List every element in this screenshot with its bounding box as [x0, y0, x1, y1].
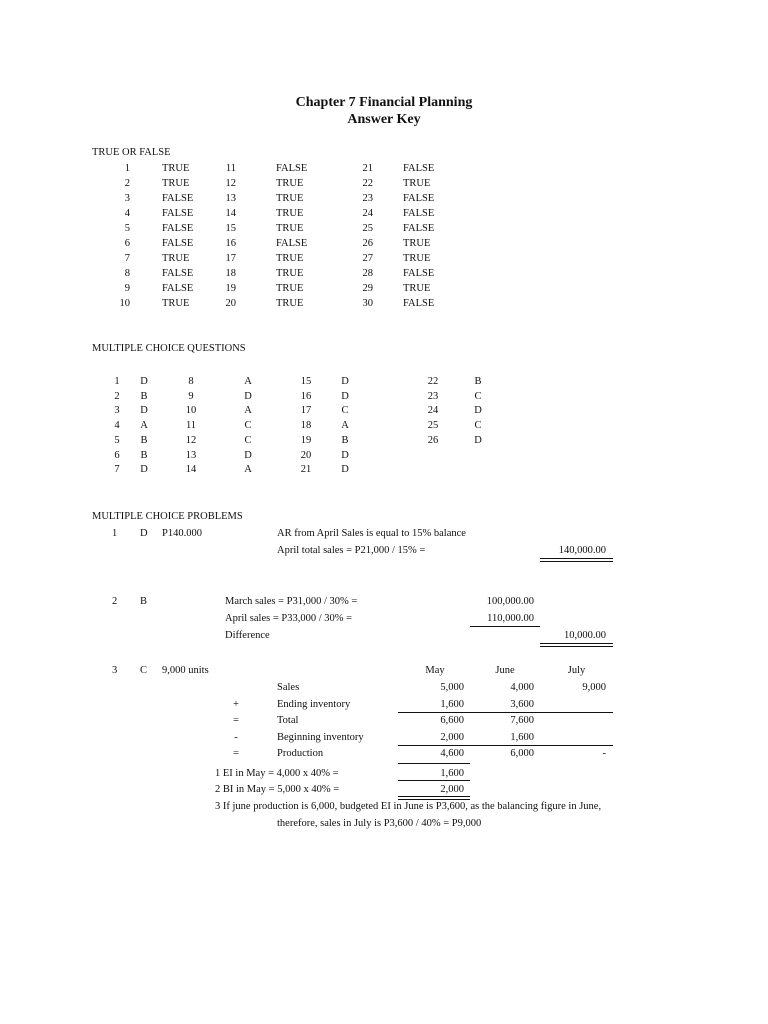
mcq-question-number: 7 — [114, 464, 120, 475]
mcq-answer: A — [244, 405, 252, 416]
row-sign: + — [233, 699, 239, 710]
problem2-answer: B — [140, 596, 148, 607]
tf-answer: TRUE — [276, 193, 304, 204]
tf-question-number: 11 — [225, 163, 236, 174]
mcq-question-number: 16 — [300, 391, 312, 402]
note1-value: 1,600 — [440, 768, 464, 779]
tf-question-number: 20 — [225, 298, 236, 309]
tf-answer: TRUE — [403, 238, 431, 249]
mcq-question-number: 21 — [300, 464, 312, 475]
problem2-number: 2 — [112, 596, 118, 607]
month-header-may: May — [425, 665, 445, 676]
mcq-answer: A — [244, 376, 252, 387]
mcq-question-number: 8 — [188, 376, 194, 387]
tf-answer: TRUE — [276, 268, 304, 279]
mcq-answer: B — [341, 435, 349, 446]
tf-answer: FALSE — [162, 268, 194, 279]
row-label: Total — [277, 715, 299, 726]
mcq-question-number: 20 — [300, 450, 312, 461]
tf-answer: FALSE — [162, 208, 194, 219]
tf-question-number: 10 — [119, 298, 130, 309]
problem3-answer: C — [140, 665, 148, 676]
tf-answer: TRUE — [276, 178, 304, 189]
tf-question-number: 26 — [362, 238, 373, 249]
mcq-heading: MULTIPLE CHOICE QUESTIONS — [92, 343, 246, 354]
tf-answer: TRUE — [276, 283, 304, 294]
tf-answer: FALSE — [276, 163, 308, 174]
problem1-result: 140,000.00 — [558, 545, 606, 556]
mcq-answer: D — [474, 435, 482, 446]
mcq-answer: D — [140, 405, 148, 416]
problem2-april-value: 110,000.00 — [487, 613, 534, 624]
row-value: 9,000 — [582, 682, 606, 693]
row-sign: = — [233, 715, 239, 726]
tf-question-number: 16 — [225, 238, 236, 249]
mcq-answer: D — [341, 391, 349, 402]
problem2-march-value: 100,000.00 — [486, 596, 534, 607]
row-value: 1,600 — [440, 699, 464, 710]
note2-label: 2 BI in May = 5,000 x 40% = — [215, 784, 340, 795]
mcq-question-number: 10 — [185, 405, 197, 416]
tf-question-number: 8 — [124, 268, 130, 279]
tf-answer: TRUE — [276, 223, 304, 234]
problem2-april-label: April sales = P33,000 / 30% = — [225, 613, 353, 624]
tf-answer: FALSE — [162, 238, 194, 249]
note1-label: 1 EI in May = 4,000 x 40% = — [215, 768, 339, 779]
problem3-number: 3 — [112, 665, 118, 676]
problem2-march-label: March sales = P31,000 / 30% = — [225, 596, 358, 607]
mcq-answer: A — [341, 420, 349, 431]
tf-question-number: 14 — [225, 208, 236, 219]
mcq-question-number: 9 — [188, 391, 194, 402]
tf-answer: FALSE — [276, 238, 308, 249]
mcq-question-number: 12 — [185, 435, 197, 446]
tf-question-number: 5 — [124, 223, 130, 234]
tf-question-number: 22 — [362, 178, 373, 189]
row-value: 6,600 — [440, 715, 464, 726]
mcq-answer: C — [244, 435, 252, 446]
tf-answer: FALSE — [162, 283, 194, 294]
mcq-answer: D — [341, 376, 349, 387]
row-label: Beginning inventory — [277, 732, 364, 743]
mcq-answer: D — [474, 405, 482, 416]
tf-answer: FALSE — [162, 193, 194, 204]
mcq-question-number: 4 — [114, 420, 120, 431]
mcq-answer: B — [140, 391, 148, 402]
month-header-july: July — [567, 665, 586, 676]
mcq-answer: D — [341, 450, 349, 461]
tf-question-number: 21 — [362, 163, 373, 174]
tf-question-number: 15 — [225, 223, 236, 234]
tf-answer: TRUE — [162, 298, 190, 309]
tf-answer: FALSE — [162, 223, 194, 234]
tf-answer: TRUE — [276, 208, 304, 219]
row-label: Production — [277, 748, 324, 759]
row-value: 6,000 — [510, 748, 534, 759]
tf-question-number: 29 — [362, 283, 373, 294]
row-value: 1,600 — [510, 732, 534, 743]
row-value: 4,600 — [440, 748, 464, 759]
mcq-answer: A — [140, 420, 148, 431]
tf-question-number: 6 — [124, 238, 130, 249]
mcq-question-number: 6 — [114, 450, 120, 461]
tf-question-number: 24 — [362, 208, 373, 219]
page-title: Chapter 7 Financial Planning — [295, 95, 473, 110]
mcq-answer: D — [140, 376, 148, 387]
mcq-question-number: 18 — [300, 420, 312, 431]
mcq-question-number: 22 — [427, 376, 439, 387]
mcq-answer: D — [244, 450, 252, 461]
tf-answer: TRUE — [276, 253, 304, 264]
mcq-question-number: 11 — [185, 420, 197, 431]
production-rule — [398, 745, 613, 746]
tf-question-number: 18 — [225, 268, 236, 279]
row-value: 2,000 — [440, 732, 464, 743]
mcq-question-number: 13 — [185, 450, 197, 461]
problem1-value: P140.000 — [162, 528, 202, 539]
problem1-line1: AR from April Sales is equal to 15% balance — [277, 528, 466, 539]
problem1-answer: D — [140, 528, 148, 539]
mcq-question-number: 24 — [427, 405, 439, 416]
tf-question-number: 1 — [124, 163, 130, 174]
note2-double-underline-top — [398, 796, 470, 797]
problem1-number: 1 — [112, 528, 118, 539]
mcq-answer: C — [341, 405, 349, 416]
tf-answer: TRUE — [162, 178, 190, 189]
tf-question-number: 4 — [124, 208, 130, 219]
note3-line2: therefore, sales in July is P3,600 / 40% = P9,000 — [277, 818, 482, 829]
tf-question-number: 19 — [225, 283, 236, 294]
mcq-answer: D — [244, 391, 252, 402]
tf-question-number: 27 — [362, 253, 373, 264]
tf-question-number: 7 — [124, 253, 130, 264]
mcq-answer: B — [474, 376, 482, 387]
row-value: - — [602, 748, 606, 759]
month-header-june: June — [495, 665, 515, 676]
mcq-question-number: 5 — [114, 435, 120, 446]
note2-value: 2,000 — [440, 784, 464, 795]
tf-question-number: 3 — [124, 193, 130, 204]
mcq-answer: B — [140, 450, 148, 461]
note1-underline — [398, 780, 470, 781]
tf-answer: TRUE — [403, 178, 431, 189]
tf-question-number: 13 — [225, 193, 236, 204]
tf-answer: TRUE — [162, 253, 190, 264]
tf-question-number: 17 — [225, 253, 236, 264]
mcq-question-number: 26 — [427, 435, 439, 446]
problem2-subtotal-line — [470, 626, 540, 627]
mcq-answer: C — [474, 391, 482, 402]
mcq-question-number: 19 — [300, 435, 312, 446]
note3-line1: 3 If june production is 6,000, budgeted EI in June is P3,600, as the balancing figure in June, — [215, 801, 602, 812]
problem3-value: 9,000 units — [162, 665, 209, 676]
row-sign: - — [234, 732, 238, 743]
mcq-answer: B — [140, 435, 148, 446]
problem2-double-underline-top — [540, 643, 613, 644]
mcq-answer: A — [244, 464, 252, 475]
problems-heading: MULTIPLE CHOICE PROBLEMS — [92, 511, 243, 522]
tf-question-number: 28 — [362, 268, 373, 279]
row-value: 4,000 — [510, 682, 534, 693]
total-rule — [398, 712, 613, 713]
problem1-double-underline-bottom — [540, 561, 613, 562]
row-label: Sales — [277, 682, 300, 693]
mcq-question-number: 1 — [114, 376, 120, 387]
tf-answer: FALSE — [403, 223, 435, 234]
tf-answer: FALSE — [403, 193, 435, 204]
problem2-double-underline-bottom — [540, 646, 613, 647]
problem2-difference-label: Difference — [225, 630, 270, 641]
mcq-question-number: 2 — [114, 391, 120, 402]
mcq-question-number: 25 — [427, 420, 439, 431]
row-value: 5,000 — [440, 682, 464, 693]
problem1-double-underline-top — [540, 558, 613, 559]
mcq-answer: C — [244, 420, 252, 431]
mcq-answer: D — [140, 464, 148, 475]
mcq-question-number: 23 — [427, 391, 439, 402]
mcq-question-number: 17 — [300, 405, 312, 416]
mcq-question-number: 14 — [185, 464, 197, 475]
row-label: Ending inventory — [277, 699, 351, 710]
page-subtitle: Answer Key — [347, 112, 421, 127]
mcq-question-number: 3 — [114, 405, 120, 416]
tf-question-number: 25 — [362, 223, 373, 234]
tf-question-number: 2 — [124, 178, 130, 189]
tf-answer: TRUE — [276, 298, 304, 309]
tf-question-number: 9 — [124, 283, 130, 294]
problem2-difference-value: 10,000.00 — [564, 630, 606, 641]
mcq-answer: C — [474, 420, 482, 431]
problem1-line2: April total sales = P21,000 / 15% = — [277, 545, 426, 556]
tf-answer: FALSE — [403, 298, 435, 309]
tf-answer: FALSE — [403, 208, 435, 219]
tf-answer: TRUE — [162, 163, 190, 174]
tf-answer: FALSE — [403, 268, 435, 279]
true-false-heading: TRUE OR FALSE — [92, 147, 171, 158]
tf-answer: TRUE — [403, 253, 431, 264]
row-value: 3,600 — [510, 699, 534, 710]
tf-answer: FALSE — [403, 163, 435, 174]
tf-question-number: 12 — [225, 178, 236, 189]
production-double-rule — [398, 763, 470, 764]
row-value: 7,600 — [510, 715, 534, 726]
tf-question-number: 23 — [362, 193, 373, 204]
tf-question-number: 30 — [362, 298, 373, 309]
mcq-answer: D — [341, 464, 349, 475]
mcq-question-number: 15 — [300, 376, 312, 387]
row-sign: = — [233, 748, 239, 759]
tf-answer: TRUE — [403, 283, 431, 294]
